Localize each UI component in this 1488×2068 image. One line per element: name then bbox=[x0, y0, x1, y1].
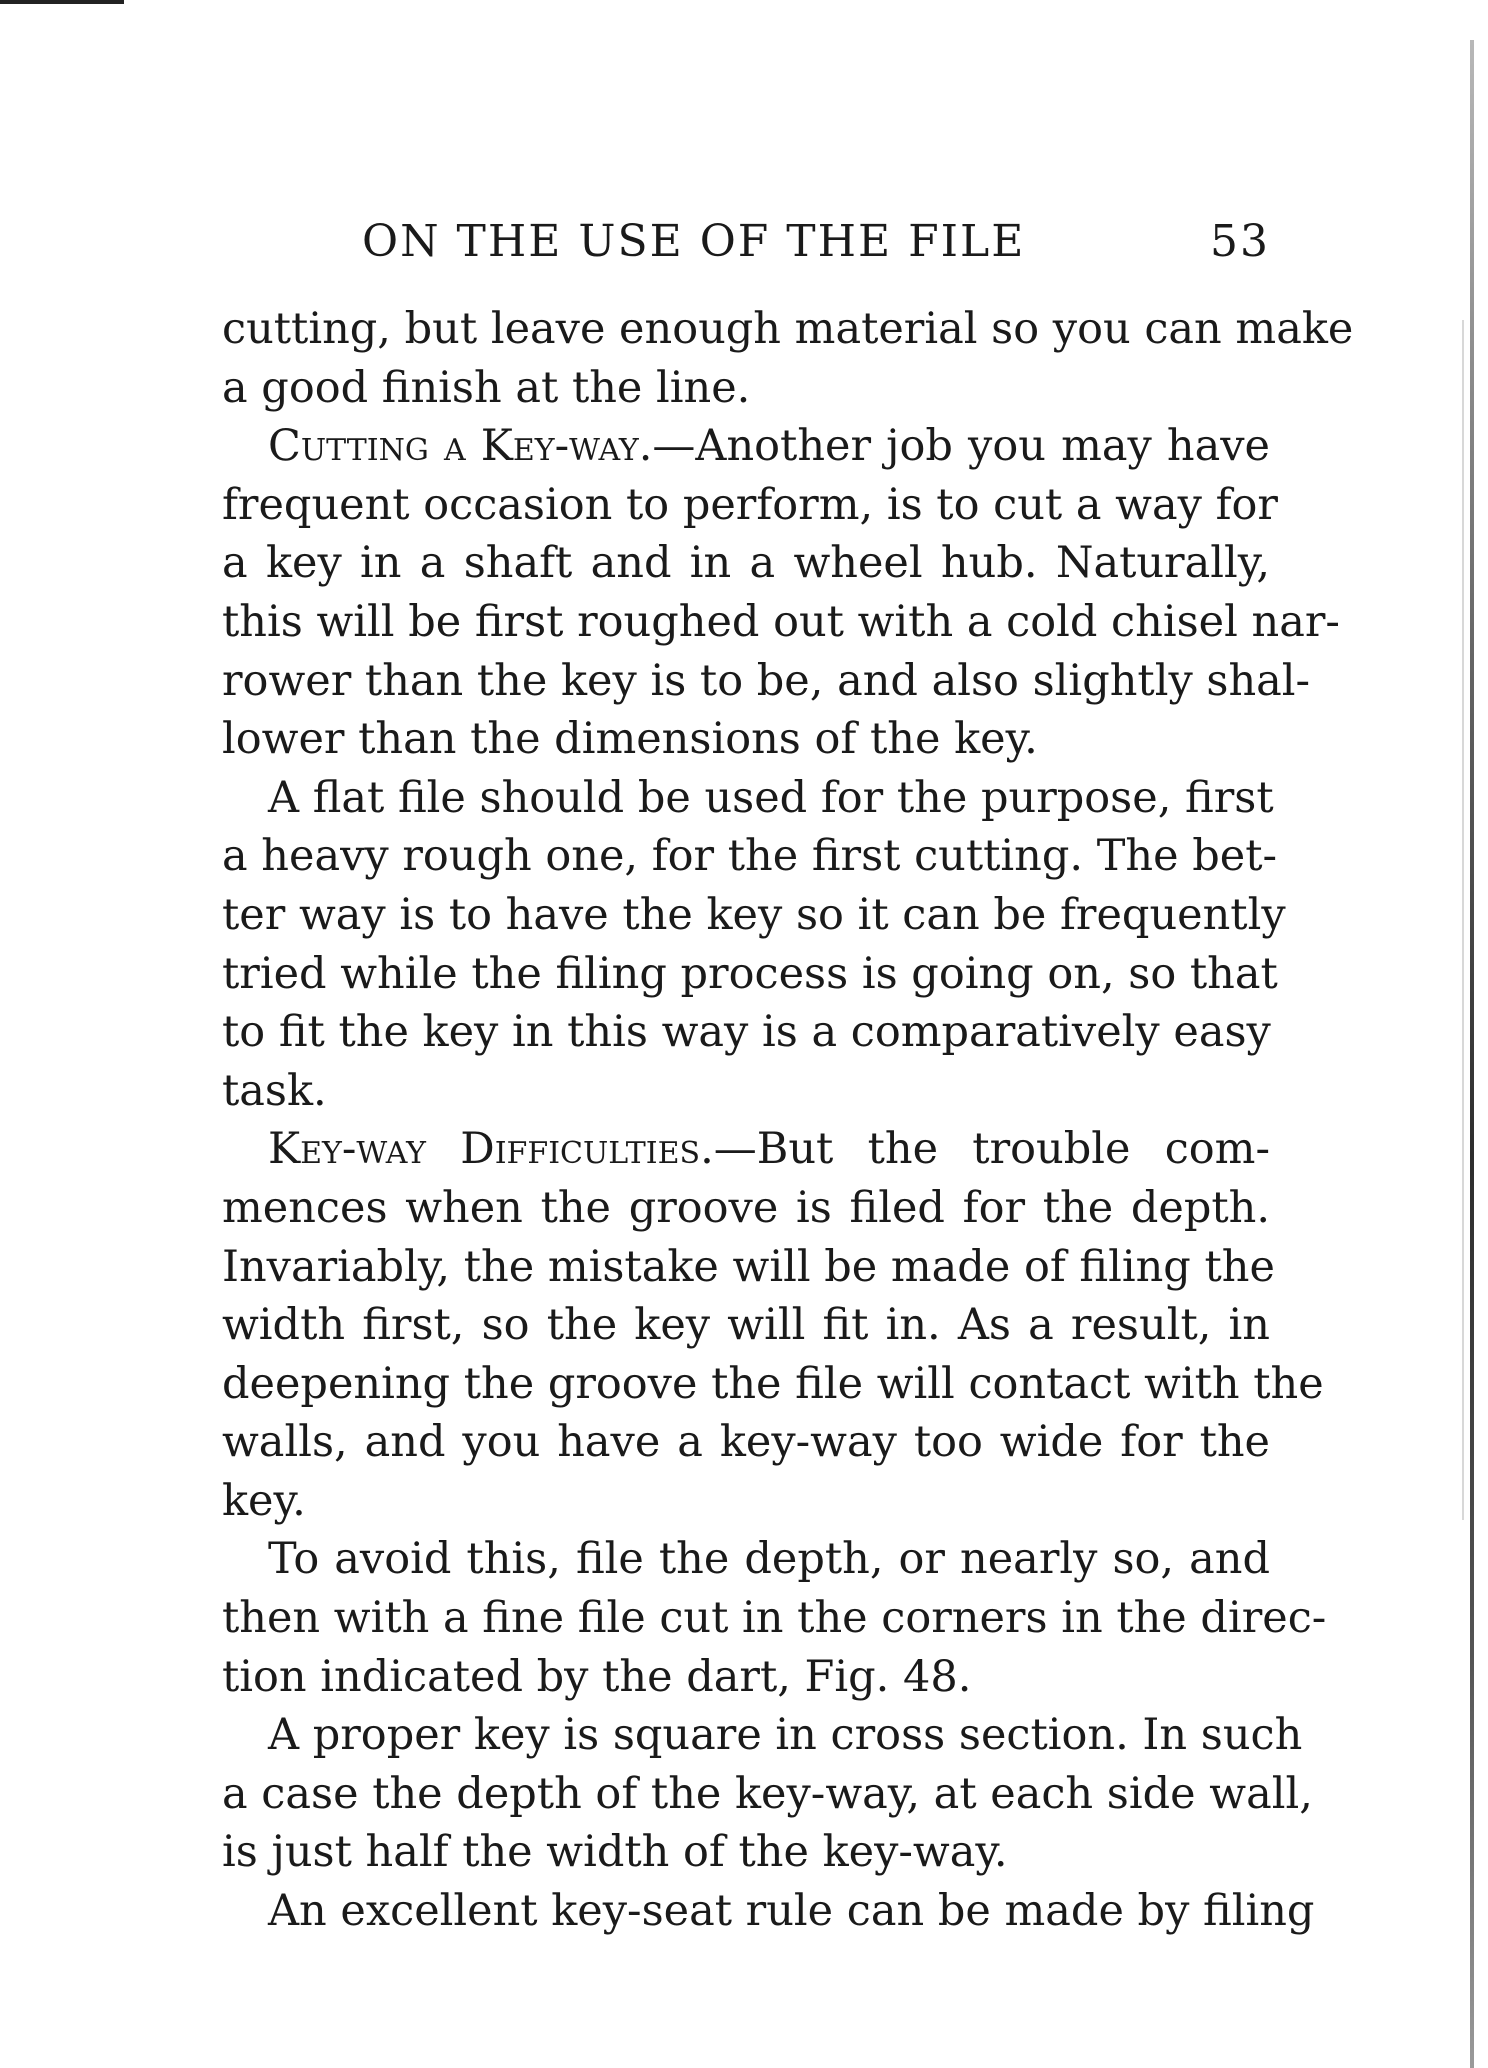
running-title: ON THE USE OF THE FILE bbox=[362, 216, 1026, 267]
running-header bbox=[222, 216, 1270, 286]
text-line: a good finish at the line. bbox=[222, 362, 751, 413]
text-line bbox=[222, 417, 1270, 476]
text-line: this will be first roughed out with a cold chisel nar- bbox=[222, 596, 1340, 647]
text-line: tried while the filing process is going on, so that bbox=[222, 948, 1278, 999]
text-line: lower than the dimensions of the key. bbox=[222, 714, 1038, 765]
text-line: key. bbox=[222, 1475, 306, 1526]
text-line: tion indicated by the dart, Fig. 48. bbox=[222, 1651, 972, 1702]
section-heading-key-way-difficulties: Key-way Difficulties. bbox=[268, 1124, 714, 1175]
page-edge-shadow bbox=[1462, 320, 1464, 1520]
text-line: a key in a shaft and in a wheel hub. Naturally, bbox=[222, 538, 1270, 589]
body-text bbox=[222, 300, 1354, 1941]
page-number: 53 bbox=[1210, 216, 1270, 267]
text-line: frequent occasion to perform, is to cut a way for bbox=[222, 479, 1278, 530]
text-line: a case the depth of the key-way, at each side wall, bbox=[222, 1768, 1313, 1819]
text-line: task. bbox=[222, 1065, 327, 1116]
text-line: mences when the groove is filed for the depth. bbox=[222, 1182, 1270, 1233]
text-fragment: —But the trouble com- bbox=[713, 1124, 1270, 1175]
text-line: then with a fine file cut in the corners in the direc- bbox=[222, 1593, 1327, 1644]
page-edge bbox=[1470, 40, 1474, 2068]
text-line: rower than the key is to be, and also slightly shal- bbox=[222, 655, 1311, 706]
corner-rule bbox=[0, 0, 124, 4]
text-line: To avoid this, file the depth, or nearly so, and bbox=[268, 1534, 1270, 1585]
text-line: is just half the width of the key-way. bbox=[222, 1827, 1008, 1878]
text-line: walls, and you have a key-way too wide for the bbox=[222, 1417, 1270, 1468]
text-line: to fit the key in this way is a comparatively easy bbox=[222, 1007, 1271, 1058]
text-line: deepening the groove the file will contact with the bbox=[222, 1358, 1324, 1409]
text-line: A flat file should be used for the purpose, first bbox=[268, 772, 1274, 823]
text-line: cutting, but leave enough material so you can make bbox=[222, 304, 1354, 354]
text-line: ter way is to have the key so it can be frequently bbox=[222, 889, 1286, 940]
text-line: width first, so the key will fit in. As a result, in bbox=[222, 1300, 1270, 1351]
text-line: Invariably, the mistake will be made of filing the bbox=[222, 1241, 1275, 1292]
text-fragment: —Another job you may have bbox=[652, 421, 1270, 472]
text-line: An excellent key-seat rule can be made by filing bbox=[268, 1886, 1315, 1937]
section-heading-cutting-a-key-way: Cutting a Key-way. bbox=[268, 421, 653, 472]
text-line: A proper key is square in cross section. In such bbox=[268, 1710, 1303, 1761]
text-line: a heavy rough one, for the first cutting. The bet- bbox=[222, 831, 1278, 882]
text-line bbox=[222, 1120, 1270, 1179]
